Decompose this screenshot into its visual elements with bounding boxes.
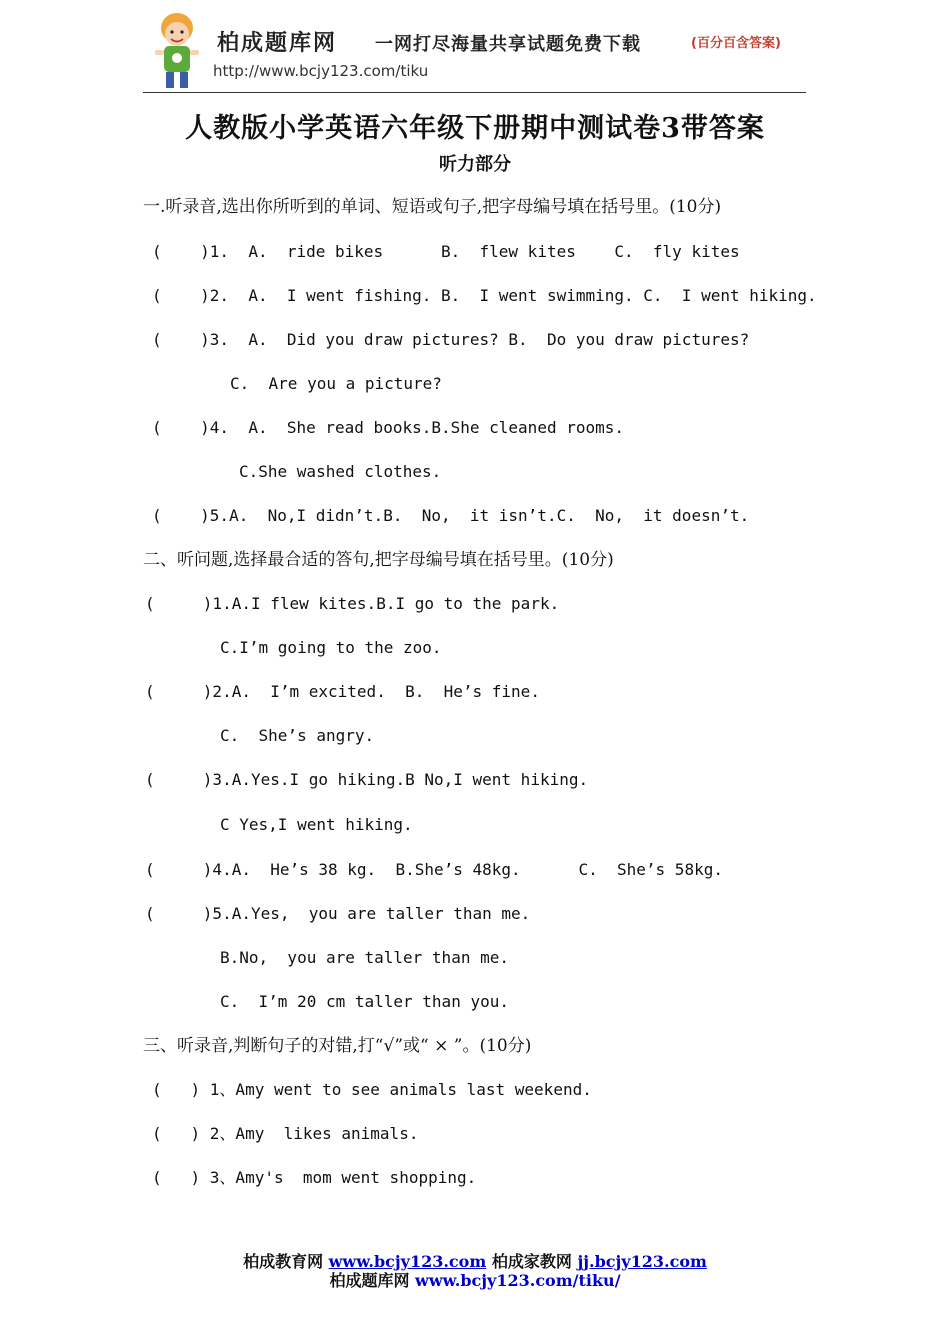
footer-label-tutor: 柏成家教网 [491,1252,572,1271]
question-line: C. She’s angry. [220,726,375,745]
question-line: ( )4.A. He’s 38 kg. B.She’s 48kg. C. She’s 58kg. [145,860,723,879]
question-line: ( )3. A. Did you draw pictures? B. Do you draw pictures? [152,330,750,349]
question-line: C Yes,I went hiking. [220,815,413,834]
document-subtitle: 听力部分 [439,154,511,175]
footer-line-2 [0,1268,950,1291]
footer-link-edu[interactable]: www.bcjy123.com [328,1252,487,1271]
section-2-heading: 二、听问题,选择最合适的答句,把字母编号填在括号里。(10分) [143,550,614,570]
site-slogan: 一网打尽海量共享试题免费下载 [375,34,641,55]
question-line: C.She washed clothes. [239,462,442,481]
question-line: ( )3.A.Yes.I go hiking.B No,I went hiking. [145,770,589,789]
mascot-logo-icon [147,10,205,92]
question-line: ( )1. A. ride bikes B. flew kites C. fly kites [152,242,740,261]
brand-name: 柏成题库网 [217,31,338,56]
site-header [143,8,806,94]
question-line: C.I’m going to the zoo. [220,638,442,657]
footer-link-tiku[interactable]: www.bcjy123.com/tiku/ [415,1271,621,1290]
answer-badge: (百分百含答案) [691,36,781,51]
question-line: ( ) 2、Amy likes animals. [152,1124,419,1143]
section-3-heading: 三、听录音,判断句子的对错,打“√”或“ × ”。(10分) [143,1036,532,1056]
question-line: C. I’m 20 cm taller than you. [220,992,509,1011]
section-1-heading: 一.听录音,选出你所听到的单词、短语或句子,把字母编号填在括号里。(10分) [143,197,722,217]
question-line: ( )1.A.I flew kites.B.I go to the park. [145,594,560,613]
question-line: ( )5.A. No,I didn’t.B. No, it isn’t.C. No, it doesn’t. [152,506,750,525]
question-line: ( )2.A. I’m excited. B. He’s fine. [145,682,540,701]
question-line: B.No, you are taller than me. [220,948,509,967]
question-line: ( )4. A. She read books.B.She cleaned rooms. [152,418,625,437]
site-url: http://www.bcjy123.com/tiku [213,62,429,80]
question-line: C. Are you a picture? [230,374,442,393]
question-line: ( )2. A. I went fishing. B. I went swimming. C. I went hiking. [152,286,817,305]
question-line: ( )5.A.Yes, you are taller than me. [145,904,531,923]
footer-label-edu: 柏成教育网 [243,1252,324,1271]
document-title: 人教版小学英语六年级下册期中测试卷3带答案 [185,113,765,144]
header-divider [143,92,806,93]
question-line: ( ) 1、Amy went to see animals last weekend. [152,1080,592,1099]
footer-label-tiku: 柏成题库网 [329,1271,410,1290]
question-line: ( ) 3、Amy's mom went shopping. [152,1168,477,1187]
footer-link-tutor[interactable]: jj.bcjy123.com [577,1252,707,1271]
